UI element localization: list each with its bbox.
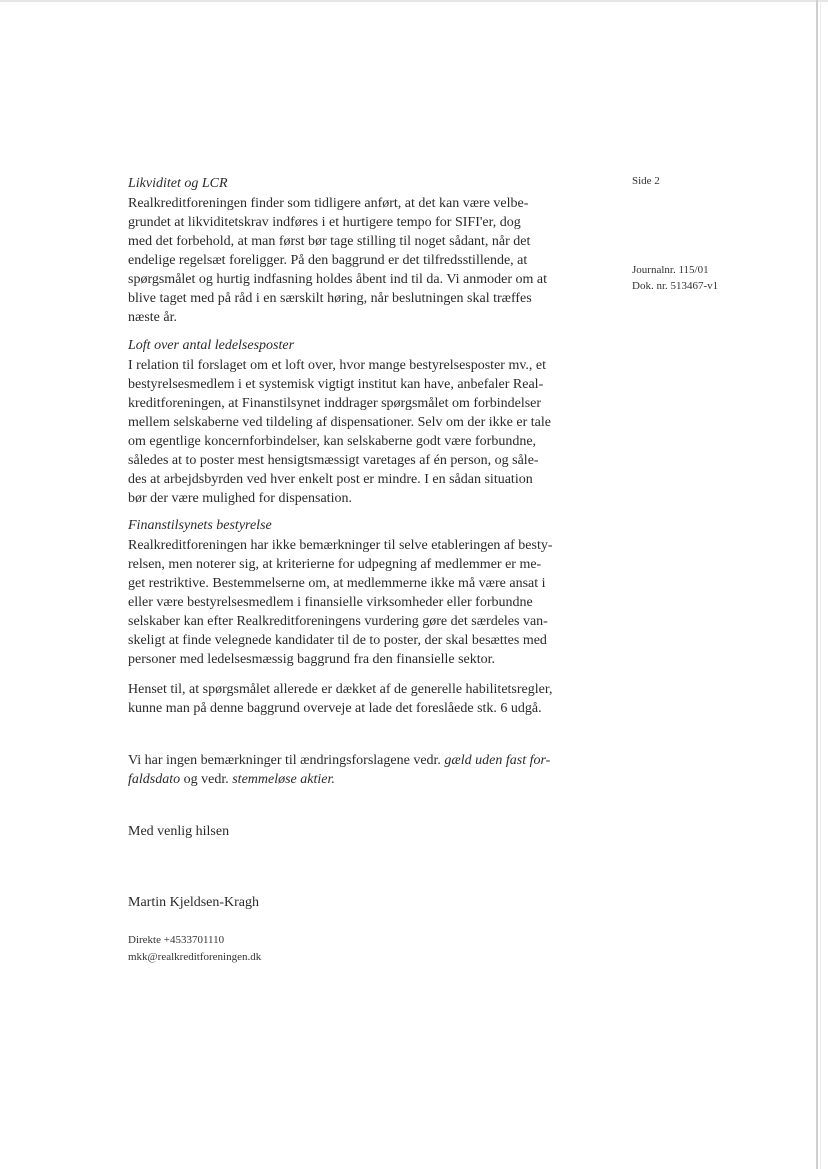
text-line: spørgsmålet og hurtig indfasning holdes åbent ind til da. Vi anmoder om at xyxy=(128,272,547,287)
remarks-term: stemmeløse aktier. xyxy=(232,772,335,787)
text-line: I relation til forslaget om et loft over, hvor mange bestyrelsesposter mv., et xyxy=(128,358,547,373)
text-line: endelige regelsæt foreligger. På den baggrund er det tilfredsstillende, at xyxy=(128,253,528,268)
text-line: blive taget med på råd i en særskilt høring, når beslutningen skal træffes xyxy=(128,291,532,306)
text-line: med det forbehold, at man først bør tage stilling til noget sådant, når det xyxy=(128,234,531,249)
text-line: personer med ledelsesmæssig baggrund fra den finansielle sektor. xyxy=(128,652,496,667)
page-number: Side 2 xyxy=(632,175,660,187)
text-line: således at to poster mest hensigtsmæssigt varetages af én person, og såle- xyxy=(128,453,539,468)
text-line: skeligt at finde velegnede kandidater til de to poster, der skal besættes med xyxy=(128,633,547,648)
text-line: eller være bestyrelsesmedlem i finansielle virksomheder eller forbundne xyxy=(128,595,533,610)
signature-name: Martin Kjeldsen-Kragh xyxy=(128,895,260,910)
text-line: des at arbejdsbyrden ved hver enkelt post er mindre. I en sådan situation xyxy=(128,472,533,487)
section-fsa-board xyxy=(128,516,598,669)
text-line: bør der være mulighed for dispensation. xyxy=(128,491,352,506)
remarks-term: faldsdato xyxy=(128,772,181,787)
text-line: relsen, men noterer sig, at kriterierne for udpegning af medlemmer er me- xyxy=(128,557,542,572)
reference-block xyxy=(632,262,718,294)
section-heading: Likviditet og LCR xyxy=(128,176,228,191)
text-line: bestyrelsesmedlem i et systemisk vigtigt institut kan have, anbefaler Real- xyxy=(128,377,544,392)
text-line: om egentlige koncernforbindelser, kan selskaberne godt være forbundne, xyxy=(128,434,537,449)
text-line: kunne man på denne baggrund overveje at lade det foreslåede stk. 6 udgå. xyxy=(128,701,542,716)
direct-phone: Direkte +4533701110 xyxy=(128,934,225,946)
scan-edge-right-light xyxy=(820,0,821,1169)
text-line: selskaber kan efter Realkreditforeningens vurdering gøre det særdeles van- xyxy=(128,614,548,629)
remarks-text: og vedr. xyxy=(180,772,233,787)
section-heading: Loft over antal ledelsesposter xyxy=(128,338,295,353)
habilitet-paragraph xyxy=(128,680,598,718)
remarks-term: gæld uden fast for- xyxy=(444,753,551,768)
text-line: Henset til, at spørgsmålet allerede er dækket af de generelle habilitetsregler, xyxy=(128,682,553,697)
text-line: Realkreditforeningen har ikke bemærkninger til selve etableringen af besty- xyxy=(128,538,553,553)
scan-edge-right xyxy=(816,0,818,1169)
section-paragraph xyxy=(128,194,598,327)
contact-block xyxy=(128,932,261,966)
greeting: Med venlig hilsen xyxy=(128,824,230,839)
section-paragraph xyxy=(128,536,598,669)
text-line xyxy=(128,770,598,789)
section-heading: Finanstilsynets bestyrelse xyxy=(128,518,272,533)
text-line: grundet at likviditetskrav indføres i et hurtigere tempo for SIFI'er, dog xyxy=(128,215,521,230)
text-line: mellem selskaberne ved tildeling af dispensationer. Selv om der ikke er tale xyxy=(128,415,551,430)
section-board-cap xyxy=(128,336,598,508)
text-line xyxy=(128,751,598,770)
text-line: næste år. xyxy=(128,310,177,325)
remarks-text: Vi har ingen bemærkninger til ændringsforslagene vedr. xyxy=(128,753,445,768)
section-liquidity xyxy=(128,174,598,327)
email-address: mkk@realkreditforeningen.dk xyxy=(128,951,262,963)
text-line: Realkreditforeningen finder som tidligere anført, at det kan være velbe- xyxy=(128,196,529,211)
journal-number: Journalnr. 115/01 xyxy=(632,264,709,276)
text-line: kreditforeningen, at Finanstilsynet inddrager spørgsmålet om forbindelser xyxy=(128,396,542,411)
scan-edge-top xyxy=(0,0,828,2)
section-paragraph xyxy=(128,356,598,508)
text-line: get restriktive. Bestemmelserne om, at medlemmerne ikke må være ansat i xyxy=(128,576,546,591)
remarks-paragraph xyxy=(128,751,598,789)
document-number: Dok. nr. 513467-v1 xyxy=(632,280,719,292)
